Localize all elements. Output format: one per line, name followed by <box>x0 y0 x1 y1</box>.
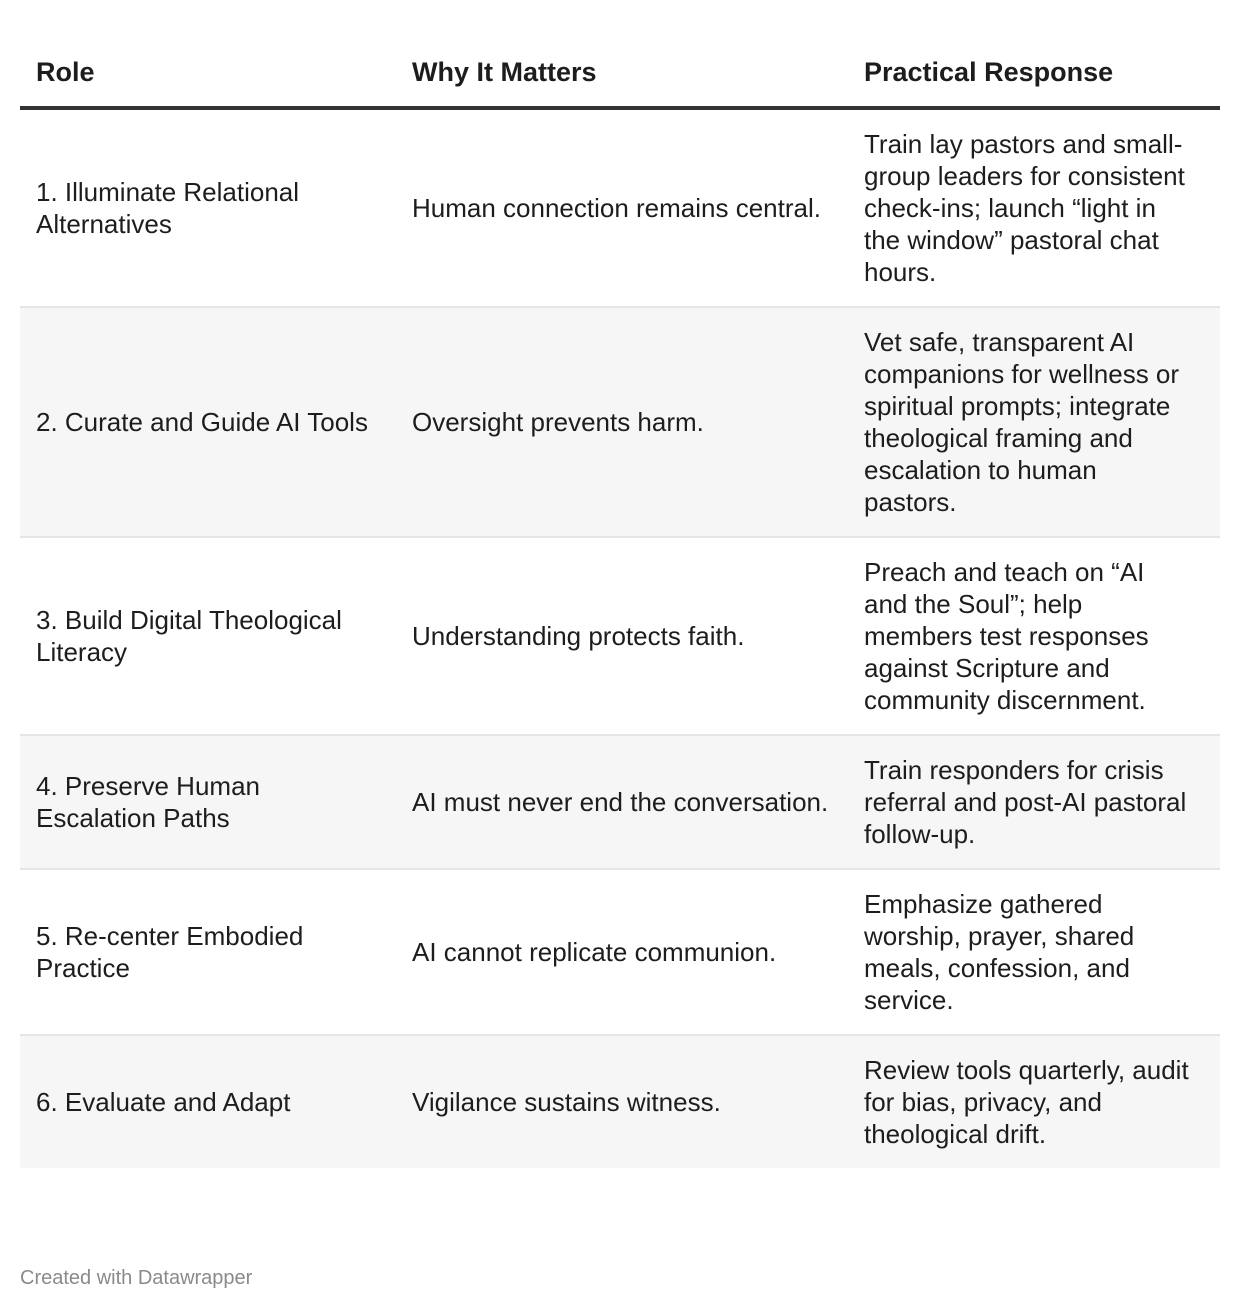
cell-role: 2. Curate and Guide AI Tools <box>20 307 396 537</box>
column-header-why-it-matters[interactable]: Why It Matters <box>396 40 848 108</box>
datawrapper-credit[interactable]: Created with Datawrapper <box>20 1267 253 1289</box>
table-row <box>20 1035 1220 1168</box>
cell-why-it-matters: AI must never end the conversation. <box>396 735 848 869</box>
cell-practical-response: Train lay pastors and small-group leaders for consistent check-ins; launch “light in the window” pastoral chat hours. <box>848 108 1220 307</box>
table-row <box>20 735 1220 869</box>
table-header <box>20 40 1220 108</box>
cell-practical-response: Train responders for crisis referral and post-AI pastoral follow-up. <box>848 735 1220 869</box>
table-row <box>20 869 1220 1035</box>
cell-why-it-matters: AI cannot replicate communion. <box>396 869 848 1035</box>
table-row <box>20 307 1220 537</box>
cell-why-it-matters: Oversight prevents harm. <box>396 307 848 537</box>
cell-why-it-matters: Human connection remains central. <box>396 108 848 307</box>
cell-role: 5. Re-center Embodied Practice <box>20 869 396 1035</box>
column-header-role[interactable]: Role <box>20 40 396 108</box>
cell-why-it-matters: Vigilance sustains witness. <box>396 1035 848 1168</box>
header-row <box>20 40 1220 108</box>
cell-role: 3. Build Digital Theological Literacy <box>20 537 396 735</box>
cell-practical-response: Review tools quarterly, audit for bias, privacy, and theological drift. <box>848 1035 1220 1168</box>
roles-table <box>20 40 1220 1168</box>
cell-practical-response: Emphasize gathered worship, prayer, shared meals, confession, and service. <box>848 869 1220 1035</box>
cell-role: 6. Evaluate and Adapt <box>20 1035 396 1168</box>
table-row <box>20 537 1220 735</box>
table-row <box>20 108 1220 307</box>
cell-role: 1. Illuminate Relational Alternatives <box>20 108 396 307</box>
cell-why-it-matters: Understanding protects faith. <box>396 537 848 735</box>
cell-practical-response: Preach and teach on “AI and the Soul”; help members test responses against Scripture and community discernment. <box>848 537 1220 735</box>
cell-role: 4. Preserve Human Escalation Paths <box>20 735 396 869</box>
table-body <box>20 108 1220 1168</box>
column-header-practical-response[interactable]: Practical Response <box>848 40 1220 108</box>
cell-practical-response: Vet safe, transparent AI companions for wellness or spiritual prompts; integrate theological framing and escalation to human pastors. <box>848 307 1220 537</box>
data-table-container <box>20 40 1220 1168</box>
